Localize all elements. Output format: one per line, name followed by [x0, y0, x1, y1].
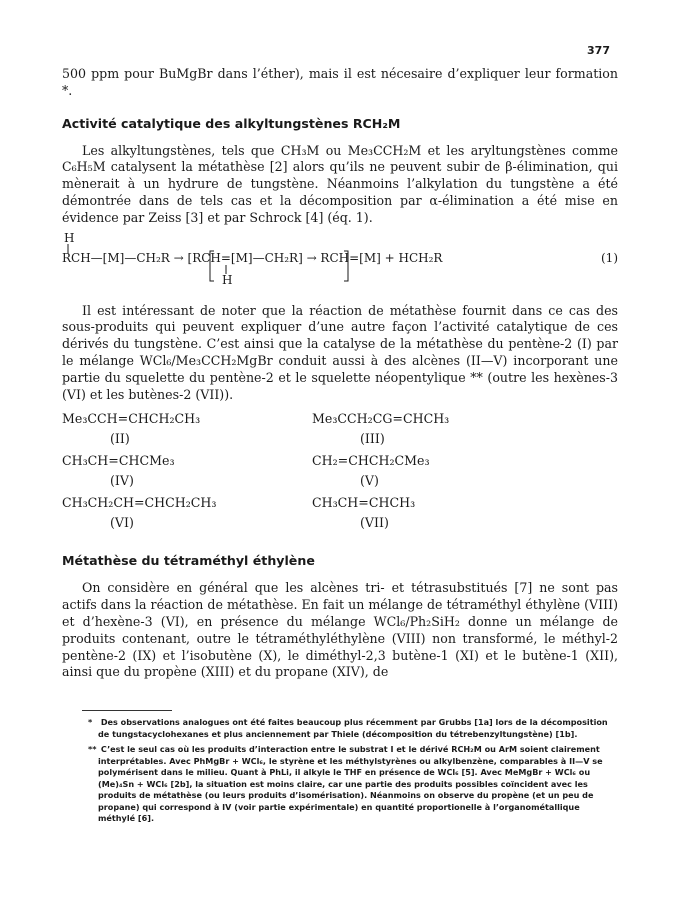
- compound-label: (VI): [110, 515, 134, 531]
- compound-list: [62, 411, 618, 537]
- equation-1: [62, 231, 618, 293]
- paragraph-side-products: Il est intéressant de noter que la réaction de métathèse fournit dans ce cas des sous-produits qui peuvent expliquer d’une autre façon l’activité catalytique de ces dérivés du tungstène. C’est ainsi que la catalyse de la métathèse du pentène-2 (I) par le mélange WCl₆/Me₃CCH₂MgBr conduit aussi à des alcènes (II—V) incorporant une partie du squelette du pentène-2 et le squelette néopentylique ** (outre les hexènes-3 (VI) et les butènes-2 (VII)).: [62, 302, 618, 402]
- compound-formula: CH₃CH=CHCH₃: [312, 495, 416, 511]
- footnote-mark: **: [88, 744, 97, 754]
- compound-v: [312, 453, 562, 495]
- footnote-text: Des observations analogues ont été faites beaucoup plus récemment par Grubbs [1a] lors de la décomposition de tungstacyclohexanes et plus anciennement par Thiele (décomposition du tétrebenzyltungstène) [1b].: [98, 717, 608, 739]
- compound-iv: [62, 453, 312, 495]
- footnote-2: [62, 744, 618, 825]
- intro-paragraph: 500 ppm pour BuMgBr dans l’éther), mais il est nécesaire d’expliquer leur formation *.: [62, 66, 618, 98]
- footnote-1: [62, 717, 618, 740]
- compound-label: (II): [110, 431, 130, 447]
- equation-number: (1): [601, 250, 618, 265]
- section-heading-catalytic-activity: Activité catalytique des alkyltungstènes RCH₂M: [62, 115, 401, 131]
- equation-hydrogen-bottom: H: [222, 272, 233, 287]
- footnote-rule: [82, 710, 172, 711]
- compound-label: (IV): [110, 473, 134, 489]
- compound-formula: CH₂=CHCH₂CMe₃: [312, 453, 430, 469]
- compound-vii: [312, 495, 562, 537]
- compound-formula: CH₃CH=CHCMe₃: [62, 453, 175, 469]
- compound-label: (III): [360, 431, 385, 447]
- footnote-text: C’est le seul cas où les produits d’interaction entre le substrat I et le dérivé RCH₂M ou ArM soient clairement interprétables. Avec PhMgBr + WCl₆, le styrène et les méthylstyrènes ou alkylbenzène, comparables à II—V se polymérisent dans le milieu. Quant à PhLi, il alkyle le THF en présence de WCl₆ [5]. Avec MeMgBr + WCl₆ ou (Me)₄Sn + WCl₆ [2b], la situation est moins claire, car une partie des produits possibles coïncident avec les produits de métathèse (ou leurs produits d’isomérisation). Néanmoins on observe du propène (et un peu de propane) qui correspond à IV (voir partie expérimentale) en quantité proportionelle à l’organométallique méthylé [6].: [98, 744, 603, 823]
- compound-formula: Me₃CCH=CHCH₂CH₃: [62, 411, 201, 427]
- equation-hydrogen-top: H: [64, 230, 75, 245]
- compound-label: (V): [360, 473, 379, 489]
- compound-label: (VII): [360, 515, 389, 531]
- footnote-mark: *: [88, 717, 93, 727]
- compound-iii: [312, 411, 562, 453]
- paragraph-alkyltungstenes: Les alkyltungstènes, tels que CH₃M ou Me₃CCH₂M et les aryltungstènes comme C₆H₅M catalysent la métathèse [2] alors qu’ils ne peuvent subir de β-élimination, qui mènerait à un hydrure de tungstène. Néanmoins l’alkylation du tungstène a été démontrée dans de tels cas et la décomposition par α-élimination a été mise en évidence par Zeiss [3] et par Schrock [4] (éq. 1).: [62, 142, 618, 225]
- page-number: 377: [587, 44, 610, 57]
- footnotes: [62, 710, 618, 829]
- compound-vi: [62, 495, 312, 537]
- equation-body: RCH—[M]—CH₂R → [RCH=[M]—CH₂R] → RCH=[M] + HCH₂R: [62, 250, 443, 265]
- paragraph-tetramethyl-ethylene: On considère en général que les alcènes tri- et tétrasubstitués [7] ne sont pas actifs dans la réaction de métathèse. En fait un mélange de tétraméthyl éthylène (VIII) et d’hexène-3 (VI), en présence du mélange WCl₆/Ph₂SiH₂ donne un mélange de produits contenant, outre le tétraméthyléthylène (VIII) non transformé, le méthyl-2 pentène-2 (IX) et l’isobutène (X), le diméthyl-2,3 butène-1 (XI) et le butène-1 (XII), ainsi que du propène (XIII) et du propane (XIV), de: [62, 580, 618, 680]
- compound-formula: CH₃CH₂CH=CHCH₂CH₃: [62, 495, 217, 511]
- compound-formula: Me₃CCH₂CG=CHCH₃: [312, 411, 450, 427]
- section-heading-metathesis: Métathèse du tétraméthyl éthylène: [62, 553, 315, 569]
- main-text: [62, 66, 618, 681]
- compound-ii: [62, 411, 312, 453]
